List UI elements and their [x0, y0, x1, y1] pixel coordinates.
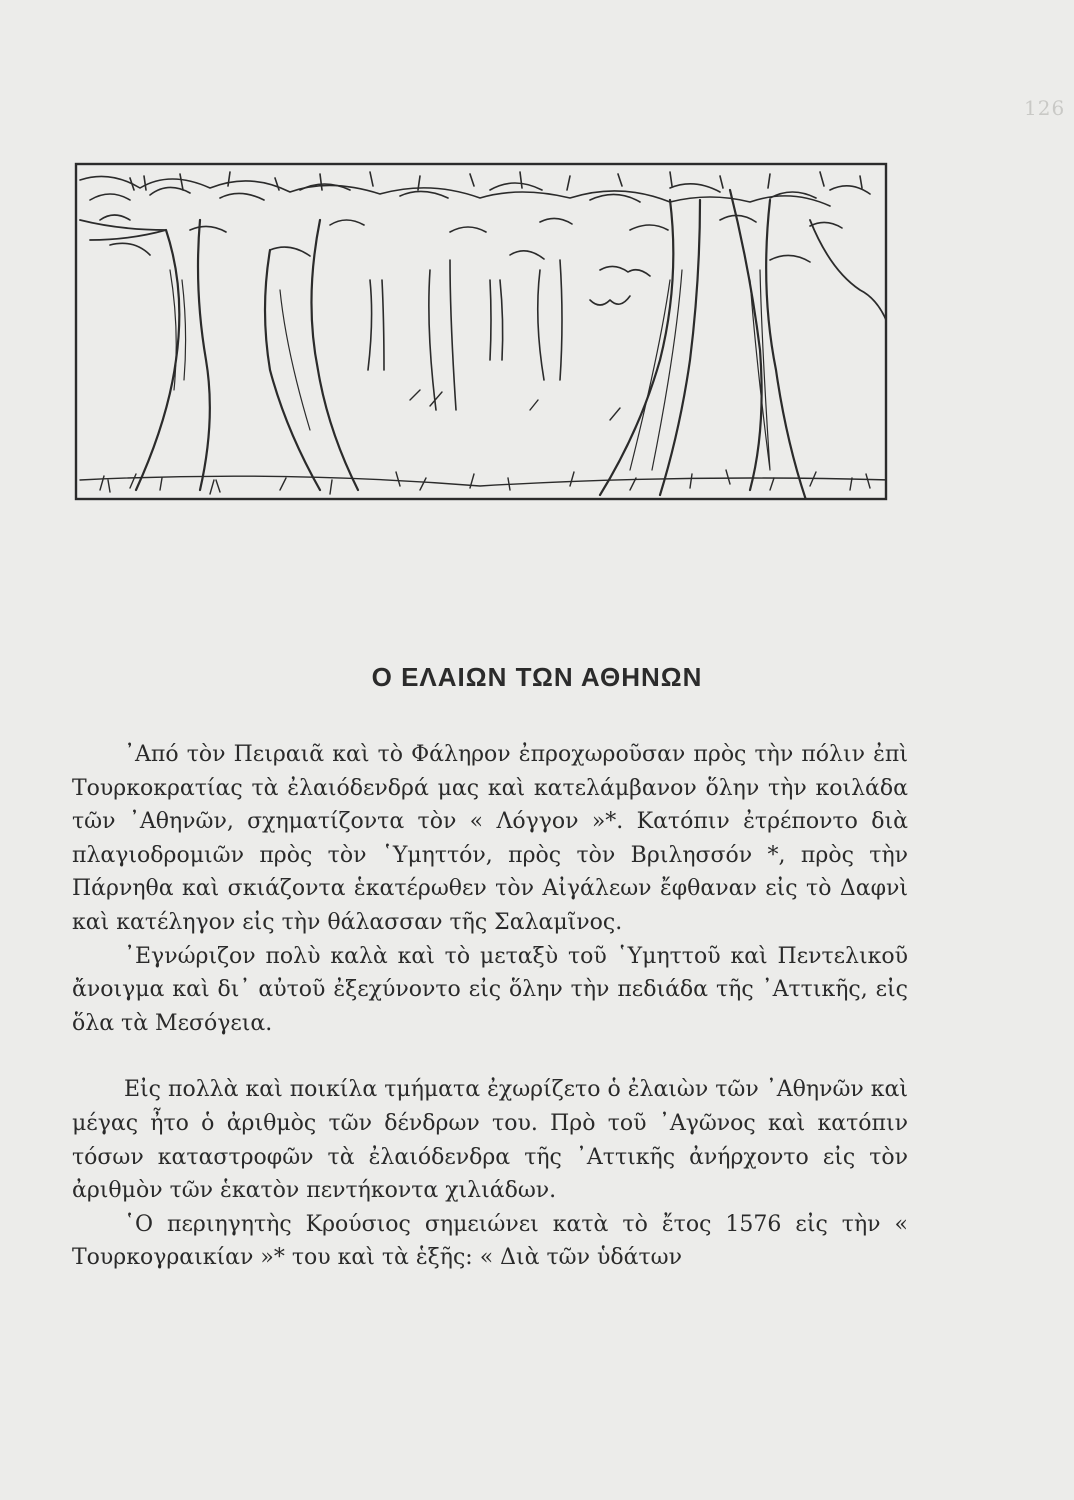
tree-trunk-left [80, 220, 210, 490]
body-text [72, 738, 908, 1275]
tree-trunk-distant [368, 260, 630, 410]
show-through-line [80, 540, 940, 564]
olive-grove-illustration [70, 160, 892, 505]
illustration-frame [76, 164, 886, 499]
paragraph-2: ᾿Εγνώριζον πολὺ καλὰ καὶ τὸ μεταξὺ τοῦ ῾Υμηττοῦ καὶ Πεντελικοῦ ἄνοιγμα καὶ δι᾿ αὐτοῦ ἐξεχύνοντο εἰς ὅλην τὴν πεδιάδα τῆς ᾿Αττικῆς, εἰς ὅλα τὰ Μεσόγεια. [72, 943, 908, 1036]
paragraph-3: Εἰς πολλὰ καὶ ποικίλα τμήματα ἐχωρίζετο ὁ ἐλαιὼν τῶν ᾿Αθηνῶν καὶ μέγας ἦτο ὁ ἀριθμὸς τῶν δένδρων του. Πρὸ τοῦ ᾿Αγῶνος καὶ κατόπιν τόσων καταστροφῶν τὰ ἐλαιόδενδρα τῆς ᾿Αττικῆς ἀνήρχοντο εἰς τὸν ἀριθμὸν τῶν ἑκατὸν πεντήκοντα χιλιάδων. [72, 1077, 908, 1204]
paragraph-4: ῾Ο περιηγητὴς Κρούσιος σημειώνει κατὰ τὸ ἔτος 1576 εἰς τὴν « Τουρκογραικίαν »* του καὶ τὰ ἑξῆς: « Διὰ τῶν ὑδάτων [72, 1211, 908, 1271]
tree-trunk-center-left [265, 220, 358, 490]
page-number: 126 [1024, 96, 1066, 120]
page-title: Ο ΕΛΑΙΩΝ ΤΩΝ ΑΘΗΝΩΝ [371, 662, 703, 692]
tree-trunk-right [600, 190, 890, 500]
paragraph-1: ᾿Από τὸν Πειραιᾶ καὶ τὸ Φάληρον ἐπροχωροῦσαν πρὸς τὴν πόλιν ἐπὶ Τουρκοκρατίας τὰ ἐλαιόδενδρά μας καὶ κατελάμβανον ὅλην τὴν κοιλάδα τῶν ᾿Αθηνῶν, σχηματίζοντα τὸν « Λόγγον »*. Κατόπιν ἐτρέποντο διὰ πλαγιοδρομιῶν πρὸς τὸν ῾Υμηττόν, πρὸς τὸν Βριλησσόν *, πρὸς τὴν Πάρνηθα καὶ σκιάζοντα ἑκατέρωθεν τὸν Αἰγάλεων ἔφθαναν εἰς τὸ Δαφνὶ καὶ κατέληγον εἰς τὴν θάλασσαν τῆς Σαλαμῖνος. [72, 742, 908, 935]
